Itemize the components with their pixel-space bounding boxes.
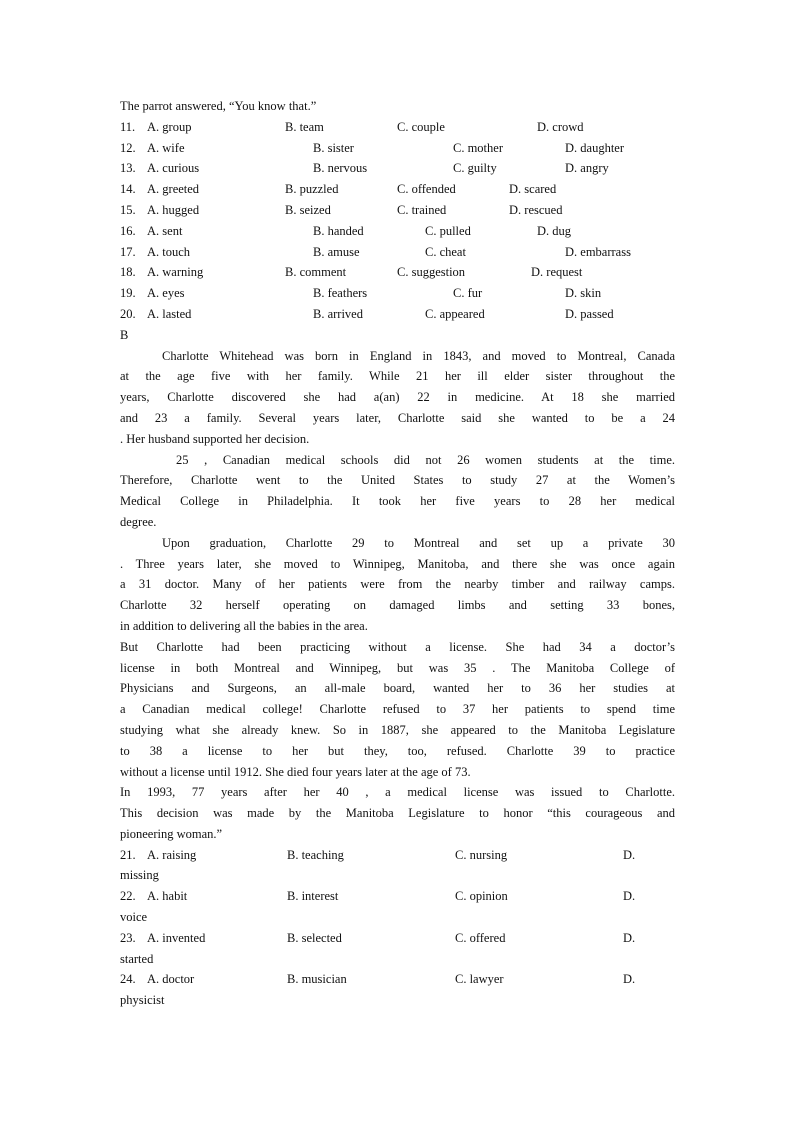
passage-line: . Three years later, she moved to Winnipeg, Manitoba, and there she was once again	[120, 556, 675, 571]
option-c: C. suggestion	[397, 265, 466, 280]
option-c: C. mother	[453, 140, 503, 155]
option-b: B. arrived	[313, 306, 363, 321]
option-row	[120, 179, 675, 200]
passage-line: a Canadian medical college! Charlotte refused to 37 her patients to spend time	[120, 702, 675, 717]
option-d: D. daughter	[565, 140, 625, 155]
option-d-wrap: started	[120, 951, 154, 966]
question-number: 18.	[120, 265, 136, 280]
option-d: D. request	[531, 265, 583, 280]
option-b: B. amuse	[313, 244, 360, 259]
question-number: 15.	[120, 202, 136, 217]
option-a: A. warning	[147, 265, 204, 280]
option-c: C. nursing	[455, 847, 508, 862]
option-a: A. doctor	[147, 972, 195, 987]
option-row	[120, 117, 675, 138]
option-c: C. pulled	[425, 223, 471, 238]
option-row	[120, 283, 675, 304]
option-a: A. hugged	[147, 202, 200, 217]
option-c: C. cheat	[425, 244, 466, 259]
passage-line: pioneering woman.”	[120, 826, 223, 841]
option-b: B. comment	[285, 265, 347, 280]
option-a: A. lasted	[147, 306, 192, 321]
passage-line: a 31 doctor. Many of her patients were from the nearby timber and railway camps.	[120, 577, 675, 592]
option-row	[120, 969, 675, 990]
passage-line: to 38 a license to her but they, too, refused. Charlotte 39 to practice	[120, 743, 675, 758]
option-d: D. rescued	[509, 202, 563, 217]
passage-line: 25 , Canadian medical schools did not 26 women students at the time.	[176, 452, 675, 467]
option-b: B. nervous	[313, 161, 368, 176]
option-a: A. sent	[147, 223, 183, 238]
question-number: 12.	[120, 140, 136, 155]
option-row	[120, 138, 675, 159]
option-d: D.	[623, 847, 636, 862]
option-a: A. curious	[147, 161, 200, 176]
passage-line: In 1993, 77 years after her 40 , a medical license was issued to Charlotte.	[120, 785, 675, 800]
option-c: C. guilty	[453, 161, 497, 176]
option-b: B. teaching	[287, 847, 344, 862]
option-b: B. interest	[287, 889, 339, 904]
question-number: 22.	[120, 889, 136, 904]
option-a: A. eyes	[147, 286, 185, 301]
passage-line: in addition to delivering all the babies in the area.	[120, 618, 368, 633]
option-d-wrap: missing	[120, 868, 159, 883]
option-row	[120, 242, 675, 263]
passage-line: This decision was made by the Manitoba Legislature to honor “this courageous and	[120, 806, 675, 821]
option-a: A. wife	[147, 140, 185, 155]
option-c: C. fur	[453, 286, 483, 301]
question-number: 14.	[120, 182, 136, 197]
option-d: D.	[623, 889, 636, 904]
option-b: B. handed	[313, 223, 364, 238]
question-number: 11.	[120, 119, 136, 134]
option-b: B. puzzled	[285, 182, 339, 197]
option-row	[120, 886, 675, 907]
document-page	[120, 96, 675, 1011]
option-row	[120, 200, 675, 221]
option-b: B. seized	[285, 202, 331, 217]
option-b: B. sister	[313, 140, 354, 155]
option-d: D.	[623, 930, 636, 945]
option-a: A. raising	[147, 847, 197, 862]
passage	[120, 346, 675, 845]
question-number: 16.	[120, 223, 136, 238]
question-number: 19.	[120, 286, 136, 301]
option-d: D. embarrass	[565, 244, 631, 259]
option-b: B. selected	[287, 930, 342, 945]
intro-line: The parrot answered, “You know that.”	[120, 99, 317, 113]
option-d: D. scared	[509, 182, 557, 197]
passage-line: license in both Montreal and Winnipeg, but was 35 . The Manitoba College of	[120, 660, 675, 675]
option-b: B. team	[285, 119, 324, 134]
passage-line: Therefore, Charlotte went to the United States to study 27 at the Women’s	[120, 473, 675, 488]
question-number: 20.	[120, 306, 136, 321]
question-number: 13.	[120, 161, 136, 176]
option-d: D. dug	[537, 223, 572, 238]
passage-line: But Charlotte had been practicing without a license. She had 34 a doctor’s	[120, 639, 675, 654]
option-c: C. lawyer	[455, 972, 504, 987]
option-a: A. group	[147, 119, 192, 134]
passage-line: degree.	[120, 514, 157, 529]
option-a: A. greeted	[147, 182, 200, 197]
passage-line: years, Charlotte discovered she had a(an) 22 in medicine. At 18 she married	[120, 390, 675, 405]
passage-line: Upon graduation, Charlotte 29 to Montreal and set up a private 30	[162, 535, 675, 550]
option-a: A. invented	[147, 930, 206, 945]
question-number: 23.	[120, 930, 136, 945]
options-group-b	[120, 845, 675, 1011]
question-number: 24.	[120, 972, 136, 987]
option-row	[120, 304, 675, 325]
option-d: D.	[623, 972, 636, 987]
options-group-a	[120, 117, 675, 325]
option-row	[120, 928, 675, 949]
option-d-wrap: voice	[120, 910, 148, 925]
option-a: A. habit	[147, 889, 188, 904]
option-c: C. offered	[455, 930, 506, 945]
option-row	[120, 262, 675, 283]
question-number: 21.	[120, 847, 136, 862]
option-row	[120, 158, 675, 179]
question-number: 17.	[120, 244, 136, 259]
passage-line: Charlotte 32 herself operating on damaged limbs and setting 33 bones,	[120, 598, 675, 613]
passage-line: Physicians and Surgeons, an all-male board, wanted her to 36 her studies at	[120, 681, 675, 696]
passage-line: studying what she already knew. So in 1887, she appeared to the Manitoba Legislature	[120, 722, 675, 737]
passage-line: and 23 a family. Several years later, Charlotte said she wanted to be a 24	[120, 410, 675, 425]
option-b: B. feathers	[313, 286, 368, 301]
option-d: D. skin	[565, 286, 602, 301]
option-c: C. couple	[397, 119, 445, 134]
option-row	[120, 845, 675, 866]
option-c: C. opinion	[455, 889, 508, 904]
section-label: B	[120, 327, 129, 342]
passage-line: Charlotte Whitehead was born in England in 1843, and moved to Montreal, Canada	[162, 348, 675, 363]
passage-line: . Her husband supported her decision.	[120, 431, 310, 446]
passage-line: without a license until 1912. She died four years later at the age of 73.	[120, 764, 471, 779]
option-c: C. appeared	[425, 306, 485, 321]
option-d-wrap: physicist	[120, 993, 165, 1008]
option-b: B. musician	[287, 972, 347, 987]
option-c: C. offended	[397, 182, 456, 197]
option-c: C. trained	[397, 202, 447, 217]
option-row	[120, 221, 675, 242]
option-a: A. touch	[147, 244, 191, 259]
passage-line: at the age five with her family. While 21 her ill elder sister throughout the	[120, 369, 675, 384]
passage-line: Medical College in Philadelphia. It took her five years to 28 her medical	[120, 494, 675, 509]
option-d: D. angry	[565, 161, 609, 176]
option-d: D. passed	[565, 306, 614, 321]
option-d: D. crowd	[537, 119, 584, 134]
